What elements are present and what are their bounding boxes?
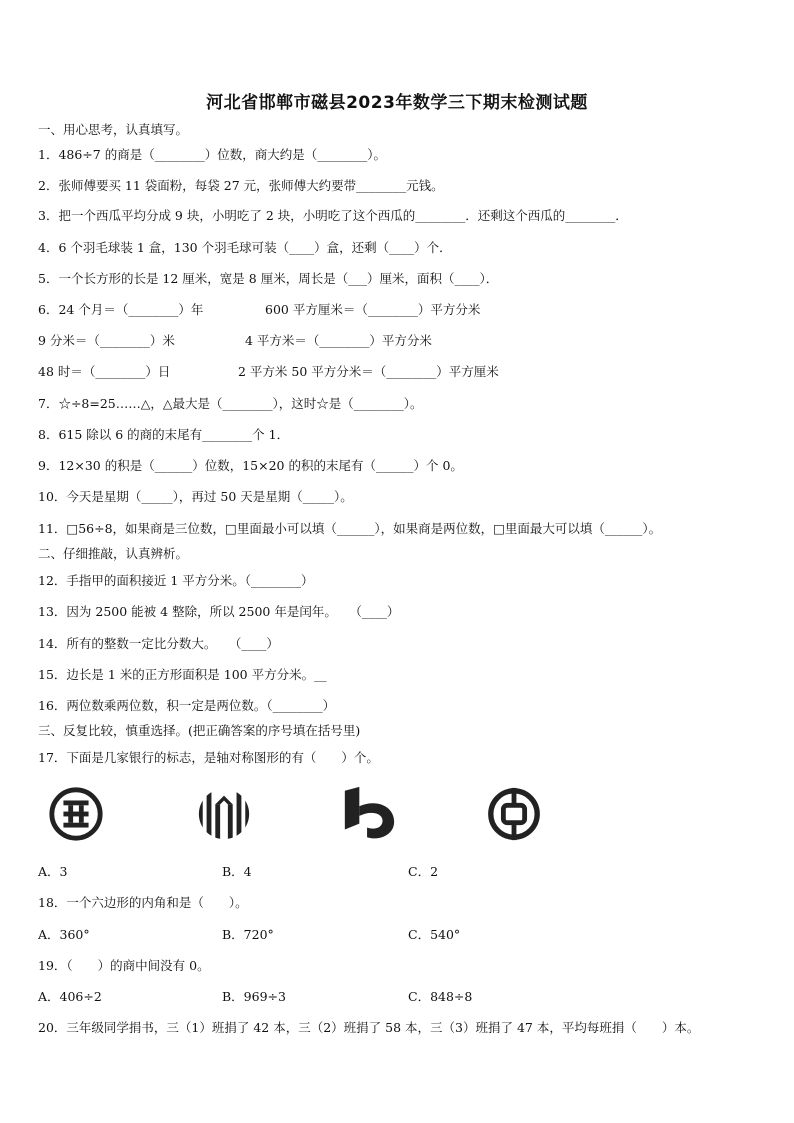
page-title: 河北省邯郸市磁县2023年数学三下期末检测试题 — [206, 93, 588, 113]
q18-option-b: B．720° — [222, 927, 274, 942]
q17-option-b: B．4 — [222, 864, 252, 879]
question-6-d: 4 平方米＝（________）平方分米 — [245, 333, 432, 348]
question-14: 14．所有的整数一定比分数大。 （____） — [38, 636, 279, 651]
question-11: 11．□56÷8，如果商是三位数，□里面最小可以填（______），如果商是两位数，□里面最大可以填（______）。 — [38, 521, 662, 536]
question-13: 13．因为 2500 能被 4 整除，所以 2500 年是闰年。 （____） — [38, 604, 400, 619]
question-3: 3．把一个西瓜平均分成 9 块，小明吃了 2 块，小明吃了这个西瓜的________．还剩这个西瓜的________． — [38, 208, 628, 223]
question-6-c: 9 分米＝（________）米 — [38, 333, 175, 348]
question-16: 16．两位数乘两位数，积一定是两位数。（________） — [38, 698, 336, 713]
question-5: 5．一个长方形的长是 12 厘米，宽是 8 厘米，周长是（___）厘米，面积（____）． — [38, 271, 499, 286]
question-6-a: 6．24 个月＝（________）年 — [38, 302, 204, 317]
q18-option-a: A．360° — [38, 927, 90, 942]
question-6-b: 600 平方厘米＝（________）平方分米 — [265, 302, 481, 317]
question-6-f: 2 平方米 50 平方分米＝（________）平方厘米 — [238, 364, 499, 379]
cdb-logo-icon — [340, 785, 398, 843]
section-1-heading: 一、用心思考，认真填写。 — [38, 122, 189, 137]
section-2-heading: 二、仔细推敲，认真辨析。 — [38, 546, 189, 561]
icbc-logo-icon — [47, 785, 105, 843]
question-17: 17．下面是几家银行的标志，是轴对称图形的有（ ）个。 — [38, 750, 379, 765]
citic-logo-icon — [195, 785, 253, 843]
question-19: 19．（ ）的商中间没有 0。 — [38, 958, 210, 973]
question-15: 15．边长是 1 米的正方形面积是 100 平方分米。__ — [38, 667, 327, 682]
question-10: 10．今天是星期（_____），再过 50 天是星期（_____）。 — [38, 489, 353, 504]
question-6-e: 48 时＝（________）日 — [38, 364, 171, 379]
q19-option-b: B．969÷3 — [222, 989, 286, 1004]
q18-option-c: C．540° — [408, 927, 461, 942]
q17-option-c: C．2 — [408, 864, 439, 879]
question-1: 1．486÷7 的商是（________）位数，商大约是（________）。 — [38, 147, 386, 162]
question-20: 20．三年级同学捐书，三（1）班捐了 42 本，三（2）班捐了 58 本，三（3）班捐了 47 本，平均每班捐（ ）本。 — [38, 1020, 700, 1035]
question-12: 12．手指甲的面积接近 1 平方分米。（________） — [38, 573, 314, 588]
question-7: 7．☆÷8=25……△，△最大是（________），这时☆是（________）。 — [38, 396, 423, 411]
section-3-heading: 三、反复比较，慎重选择。(把正确答案的序号填在括号里) — [38, 723, 361, 738]
question-4: 4．6 个羽毛球装 1 盒，130 个羽毛球可装（____）盒，还剩（____）个． — [38, 240, 452, 255]
question-2: 2．张师傅要买 11 袋面粉，每袋 27 元，张师傅大约要带________元钱。 — [38, 178, 444, 193]
q17-option-a: A．3 — [38, 864, 68, 879]
q19-option-c: C．848÷8 — [408, 989, 473, 1004]
q19-option-a: A．406÷2 — [38, 989, 102, 1004]
boc-logo-icon — [485, 785, 543, 843]
question-9: 9．12×30 的积是（______）位数，15×20 的积的末尾有（______）个 0。 — [38, 458, 463, 473]
question-8: 8．615 除以 6 的商的末尾有________个 1． — [38, 427, 290, 442]
question-18: 18．一个六边形的内角和是（ ）。 — [38, 895, 248, 910]
